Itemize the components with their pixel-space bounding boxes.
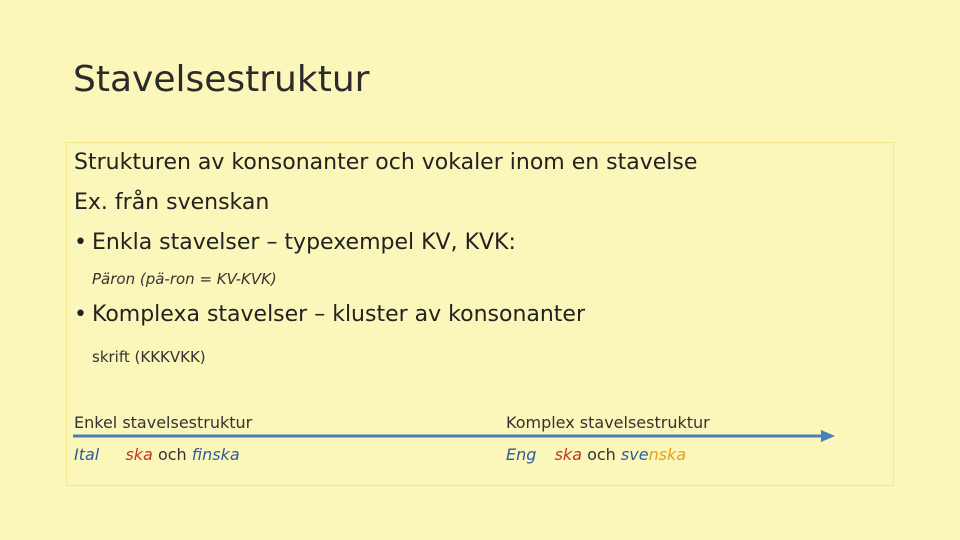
scale-arrow [67, 143, 895, 487]
right-example-word1: ska [554, 445, 582, 464]
right-example-word2-part2: nska [648, 445, 687, 464]
scale-right-label: Komplex stavelsestruktur [506, 413, 710, 432]
right-example-lang: Eng [506, 445, 537, 464]
right-example-conj: och [587, 445, 616, 464]
right-example-row [506, 445, 686, 465]
example-heading: Ex. från svenskan [74, 190, 270, 215]
scale-left-label: Enkel stavelsestruktur [74, 413, 253, 432]
left-example-word1: ska [125, 445, 153, 464]
content-box [66, 142, 894, 486]
left-example-lang: Ital [74, 445, 100, 464]
bullet-complex-text: Komplexa stavelser – kluster av konsonanter [92, 302, 586, 327]
bullet-simple-text: Enkla stavelser – typexempel KV, KVK: [92, 230, 516, 255]
left-example-word2: finska [191, 445, 240, 464]
example-skrift: skrift (KKKVKK) [92, 348, 206, 366]
right-example-word2-part1: sve [620, 445, 649, 464]
bullet-icon: • [74, 302, 87, 327]
intro-line: Strukturen av konsonanter och vokaler inom en stavelse [74, 150, 698, 175]
slide-title: Stavelsestruktur [73, 59, 370, 100]
left-example-conj: och [157, 445, 187, 464]
bullet-icon: • [74, 230, 87, 255]
example-paron: Päron (pä-ron = KV-KVK) [92, 270, 277, 288]
left-example-row [74, 445, 240, 465]
